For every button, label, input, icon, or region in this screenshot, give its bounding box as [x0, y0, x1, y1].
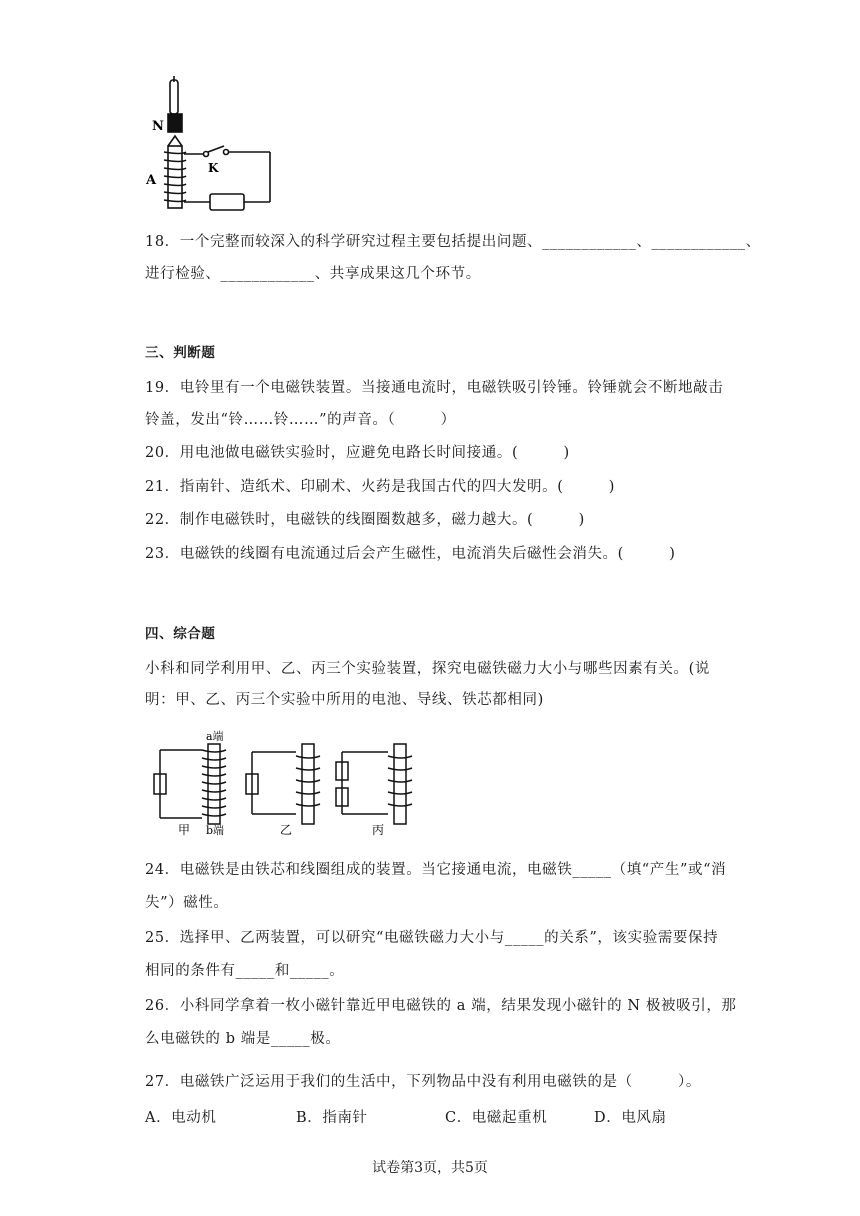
option-c: C．电磁起重机 — [445, 1110, 548, 1126]
question-23: 23．电磁铁的线圈有电流通过后会产生磁性，电流消失后磁性会消失。( ) — [145, 546, 676, 562]
option-b: B．指南针 — [296, 1110, 368, 1126]
question-24-line2: 失”）磁性。 — [145, 895, 229, 911]
question-21: 21．指南针、造纸术、印刷术、火药是我国古代的四大发明。( ) — [145, 479, 616, 495]
question-27: 27．电磁铁广泛运用于我们的生活中，下列物品中没有利用电磁铁的是（ ）。 — [145, 1074, 701, 1090]
label-jia: 甲 — [178, 823, 191, 837]
page-footer: 试卷第3页，共5页 — [372, 1160, 488, 1176]
question-19-line2: 铃盖，发出“铃……铃……”的声音。（ ） — [145, 412, 456, 428]
section-heading-comprehensive: 四、综合题 — [145, 626, 216, 642]
question-26-line1: 26．小科同学拿着一枚小磁针靠近甲电磁铁的 a 端，结果发现小磁针的 N 极被吸引，那 — [145, 998, 737, 1014]
option-d: D．电风扇 — [594, 1110, 667, 1126]
label-b-end: b端 — [206, 824, 225, 837]
question-25-line2: 相同的条件有_____和_____。 — [145, 963, 345, 979]
question-18-line1: 18．一个完整而较深入的科学研究过程主要包括提出问题、____________、____________、 — [145, 234, 761, 250]
intro-line2: 明：甲、乙、丙三个实验中所用的电池、导线、铁芯都相同) — [145, 692, 544, 708]
label-n: N — [152, 119, 164, 134]
three-electromagnets-figure — [140, 726, 430, 838]
label-a-end: a端 — [206, 730, 224, 743]
intro-line1: 小科和同学利用甲、乙、丙三个实验装置，探究电磁铁磁力大小与哪些因素有关。(说 — [145, 661, 710, 677]
label-bing: 丙 — [372, 823, 385, 837]
question-24-line1: 24．电磁铁是由铁芯和线圈组成的装置。当它接通电流，电磁铁_____（填“产生”或“消 — [145, 862, 727, 878]
question-18-line2: 进行检验、____________、共享成果这几个环节。 — [145, 266, 481, 282]
option-a: A．电动机 — [145, 1110, 217, 1126]
question-19-line1: 19．电铃里有一个电磁铁装置。当接通电流时，电磁铁吸引铃锤。铃锤就会不断地敲击 — [145, 380, 724, 396]
label-k: K — [208, 161, 219, 175]
question-20: 20．用电池做电磁铁实验时，应避免电路长时间接通。( ) — [145, 445, 570, 461]
label-yi: 乙 — [280, 823, 293, 837]
question-26-line2: 么电磁铁的 b 端是_____极。 — [145, 1031, 341, 1047]
question-25-line1: 25．选择甲、乙两装置，可以研究“电磁铁磁力大小与_____的关系”，该实验需要保持 — [145, 930, 719, 946]
electromagnet-circuit-figure — [140, 76, 280, 214]
label-a: A — [146, 173, 157, 188]
question-22: 22．制作电磁铁时，电磁铁的线圈圈数越多，磁力越大。( ) — [145, 512, 585, 528]
section-heading-judgment: 三、判断题 — [145, 345, 216, 361]
